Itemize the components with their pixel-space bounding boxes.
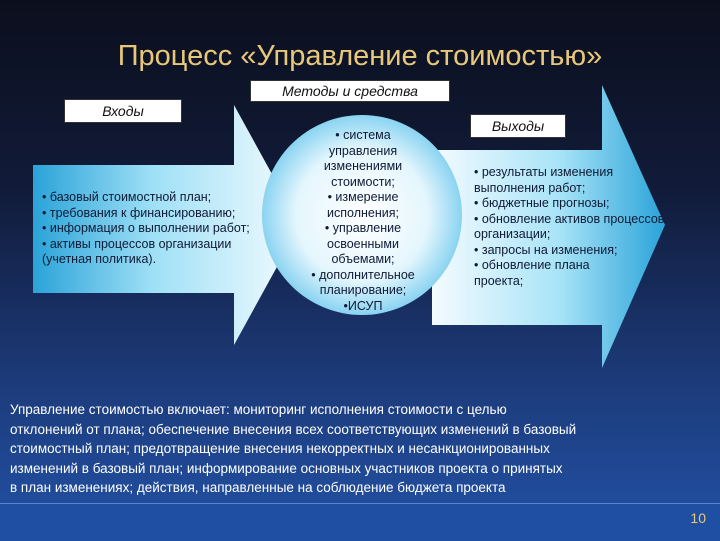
- methods-label: Методы и средства: [250, 80, 450, 102]
- methods-list: • система управления изменениями стоимости; • измерение исполнения; • управление освоенными объемами; • дополнительное планирование; •ИСУП: [311, 128, 415, 313]
- inputs-label: Входы: [64, 99, 182, 123]
- footer-bar: [0, 503, 720, 541]
- slide-title: Процесс «Управление стоимостью»: [117, 40, 603, 72]
- page-number: 10: [690, 510, 706, 526]
- inputs-list: • базовый стоимостной план; • требования к финансированию; • информация о выполнении работ; • активы процессов организации (учетная политика).: [42, 190, 250, 266]
- outputs-label: Выходы: [470, 114, 566, 138]
- outputs-list: • результаты изменения выполнения работ; • бюджетные прогнозы; • обновление активов процессов организации; • запросы на изменения; • обновление плана проекта;: [474, 165, 665, 288]
- summary-text: Управление стоимостью включает: мониторинг исполнения стоимости с целью отклонений от плана; обеспечение внесения всех соответствующих изменений в базовый стоимостный план; предотвращение внесения некорректных и несанкционированных изменений в базовый план; информирование основных участников проекта о принятых в план изменениях; действия, направленные на соблюдение бюджета проекта: [10, 402, 577, 495]
